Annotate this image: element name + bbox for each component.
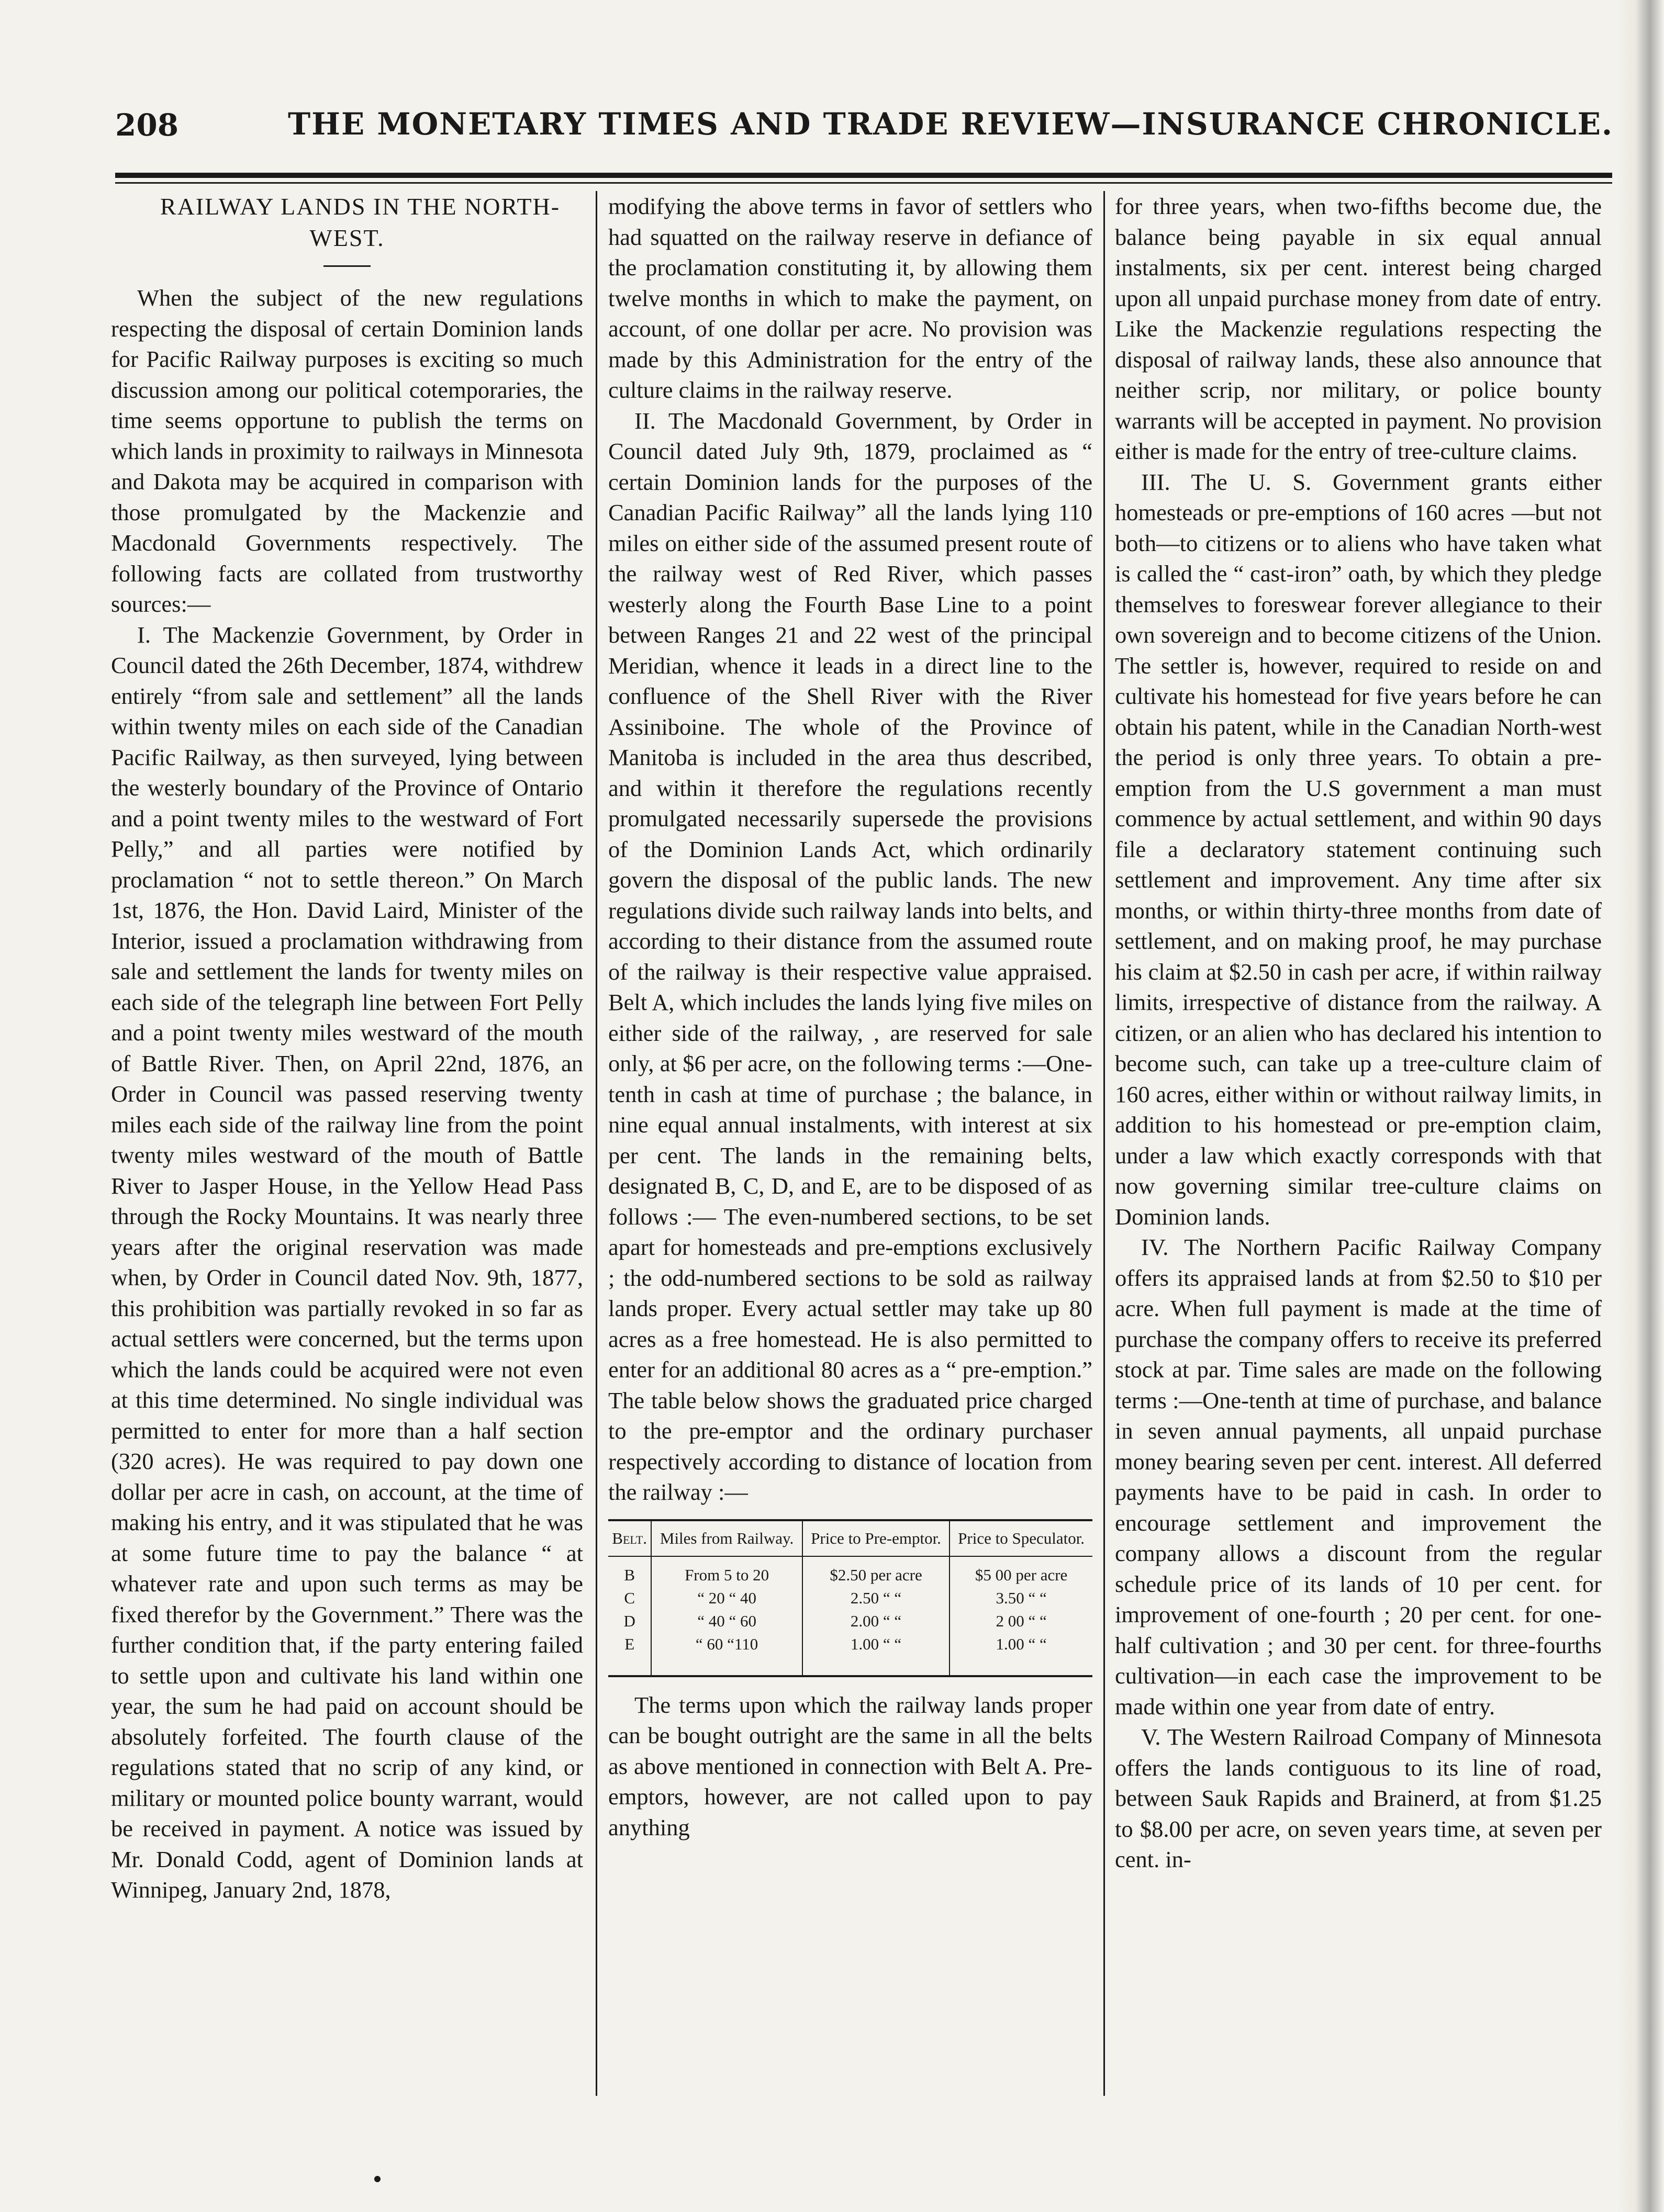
table-cell: “ 40 “ 60 <box>651 1610 802 1633</box>
column-3 <box>1115 191 1602 2096</box>
table-cell: 3.50 “ “ <box>996 1588 1047 1607</box>
paragraph: When the subject of the new regulations respecting the disposal of certain Dominion lands for Pacific Railway purposes is exciting so much discussion among our political cotemporaries, the time seems opportune to publish the terms on which lands in proximity to railways in Minnesota and Dakota may be acquired in comparison with those promulgated by the Mackenzie and Macdonald Governments respectively. The following facts are collated from trustworthy sources:— <box>111 285 583 617</box>
header-rule-thin <box>115 182 1612 184</box>
table-header-row <box>608 1521 1092 1556</box>
paragraph: V. The Western Railroad Company of Minnesota offers the lands contiguous to its line of road, between Sauk Rapids and Brainerd, at from $1.25 to $8.00 per acre, on seven years time, at seven per cent. in- <box>1115 1724 1602 1872</box>
table-cell: C <box>608 1587 651 1610</box>
column-2 <box>608 191 1092 2096</box>
table-cell: “ 60 “110 <box>651 1633 802 1675</box>
table-header-speculator: Price to Speculator. <box>950 1521 1092 1556</box>
table-cell: 1.00 “ “ <box>802 1633 950 1675</box>
table-cell: 2.50 “ “ <box>802 1587 950 1610</box>
table-header-preemptor: Price to Pre-emptor. <box>802 1521 950 1556</box>
table-cell: D <box>608 1610 651 1633</box>
table-cell: $5 00 per acre <box>975 1565 1068 1584</box>
table-cell: E <box>608 1633 651 1675</box>
table-cell: “ 20 “ 40 <box>651 1587 802 1610</box>
table-row <box>608 1633 1092 1675</box>
paragraph: I. The Mackenzie Government, by Order in Council dated the 26th December, 1874, withdrew entirely “from sale and settlement” all the lands within twenty miles on each side of the Canadian Pacific Railway, as then surveyed, lying between the westerly boundary of the Province of Ontario and a point twenty miles to the westward of Fort Pelly,” and all parties were notified by proclamation “ not to settle thereon.” On March 1st, 1876, the Hon. David Laird, Minister of the Interior, issued a proclamation withdrawing from sale and settlement the lands for twenty miles on each side of the telegraph line between Fort Pelly and a point twenty miles westward of the mouth of Battle River. Then, on April 22nd, 1876, an Order in Council was passed reserving twenty miles each side of the railway line from the point twenty miles westward of the mouth of Battle River to Jasper House, in the Yellow Head Pass through the Rocky Mountains. It was nearly three years after the original reservation was made when, by Order in Council dated Nov. 9th, 1877, this prohibition was partially revoked in so far as actual settlers were concerned, but the terms upon which the lands could be acquired were not even at this time determined. No single individual was permitted to enter for more than a half section (320 acres). He was required to pay down one dollar per acre in cash, on account, at the time of making his entry, and it was stipulated that he was at some future time to pay the balance “ at whatever rate and upon such terms as may be fixed therefor by the Government.” There was the further condition that, if the party entering failed to settle upon and cultivate his land within one year, the sum he had paid on account should be absolutely forfeited. The fourth clause of the regulations stated that no scrip of any kind, or military or mounted police bounty warrant, would be received in payment. A notice was issued by Mr. Donald Codd, agent of Dominion lands at Winnipeg, January 2nd, 1878, <box>111 621 583 1903</box>
table-cell: 2.00 “ “ <box>802 1610 950 1633</box>
article-title: RAILWAY LANDS IN THE NORTH-WEST. <box>160 193 561 251</box>
table-row <box>608 1610 1092 1633</box>
running-title: THE MONETARY TIMES AND TRADE REVIEW—INSURANCE CHRONICLE. <box>288 106 1614 142</box>
table-row <box>608 1556 1092 1587</box>
price-table <box>608 1521 1092 1675</box>
ink-speck <box>374 2176 381 2182</box>
paragraph: III. The U. S. Government grants either homesteads or pre-emptions of 160 acres —but not both—to citizens or to aliens who have taken what is called the “ cast-iron” oath, by which they pledge themselves to foreswear forever allegiance to their own sovereign and to become citizens of the Union. The settler is, however, required to reside on and cultivate his homestead for five years before he can obtain his patent, while in the Canadian North-west the period is only three years. To obtain a pre-emption from the U.S government a man must commence by actual settlement, and within 90 days file a declaratory statement continuing such settlement and improvement. Any time after six months, or within thirty-three months from date of settlement, and on making proof, he may purchase his claim at $2.50 in cash per acre, if within railway limits, irrespective of distance from the railway. A citizen, or an alien who has declared his intention to become such, can take up a tree-culture claim of 160 acres, either within or without railway limits, in addition to his homestead or pre-emption claim, under a law which exactly corresponds with that now governing similar tree-culture claims on Dominion lands. <box>1115 468 1602 1230</box>
page-number: 208 <box>115 107 179 143</box>
column-divider <box>1103 191 1105 2096</box>
paragraph: The terms upon which the railway lands proper can be bought outright are the same in all the belts as above mentioned in connection with Belt A. Pre-emptors, however, are not called upon to pay anything <box>608 1691 1092 1840</box>
table-cell: From 5 to 20 <box>651 1556 802 1587</box>
table-cell: $2.50 per acre <box>802 1556 950 1587</box>
paragraph: II. The Macdonald Government, by Order in Council dated July 9th, 1879, proclaimed as “ certain Dominion lands for the purposes of the Canadian Pacific Railway” all the lands lying 110 miles on either side of the assumed present route of the railway west of Red River, which passes westerly along the Fourth Base Line to a point between Ranges 21 and 22 west of the principal Meridian, whence it leads in a direct line to the confluence of the Shell River with the River Assiniboine. The whole of the Province of Manitoba is included in the area thus described, and within it therefore the regulations recently promulgated necessarily supersede the provisions of the Dominion Lands Act, which ordinarily govern the disposal of the public lands. The new regulations divide such railway lands into belts, and according to their distance from the assumed route of the railway is their respective value appraised. Belt A, which includes the lands lying five miles on either side of the railway, , are reserved for sale only, at $6 per acre, on the following terms :—One-tenth in cash at time of purchase ; the balance, in nine equal annual instalments, with interest at six per cent. The lands in the remaining belts, designated B, C, D, and E, are to be disposed of as follows :— The even-numbered sections, to be set apart for homesteads and pre-emptions exclusively ; the odd-numbered sections to be sold as railway lands proper. Every actual settler may take up 80 acres as a free homestead. He is also permitted to enter for an additional 80 acres as a “ pre-emption.” The table below shows the graduated price charged to the pre-emptor and the ordinary purchaser respectively according to distance of location from the railway :— <box>608 407 1092 1505</box>
price-table-frame <box>608 1519 1092 1677</box>
table-cell: B <box>608 1556 651 1587</box>
header-rule-thick <box>115 173 1612 178</box>
table-cell: 2 00 “ “ <box>996 1611 1047 1630</box>
page-edge-shadow <box>1617 0 1664 2212</box>
paragraph: for three years, when two-fifths become due, the balance being payable in six equal annual instalments, six per cent. interest being charged upon all unpaid purchase money from date of entry. Like the Mackenzie regulations respecting the disposal of railway lands, these also announce that neither scrip, nor military, or police bounty warrants will be accepted in payment. No provision either is made for the entry of tree-culture claims. <box>1115 193 1602 464</box>
paragraph: IV. The Northern Pacific Railway Company offers its appraised lands at from $2.50 to $10 per acre. When full payment is made at the time of purchase the company offers to receive its preferred stock at par. Time sales are made on the following terms :—One-tenth at time of purchase, and balance in seven annual payments, all unpaid purchase money bearing seven per cent. interest. All deferred payments have to be paid in cash. In order to encourage settlement and improvement the company allows a discount from the regular schedule price of its lands of 10 per cent. for improvement of one-fourth ; 20 per cent. for one-half cultivation ; and 30 per cent. for three-fourths cultivation—in each case the improvement to be made within one year from date of entry. <box>1115 1234 1602 1720</box>
table-header-belt: Belt. <box>608 1521 651 1556</box>
table-row <box>608 1587 1092 1610</box>
page-header <box>115 106 1614 165</box>
column-1 <box>111 191 583 2096</box>
table-cell: 1.00 “ “ <box>996 1634 1047 1653</box>
column-divider <box>596 191 597 2096</box>
table-header-miles: Miles from Railway. <box>651 1521 802 1556</box>
title-rule <box>323 265 371 267</box>
paragraph: modifying the above terms in favor of settlers who had squatted on the railway reserve in defiance of the proclamation constituting it, by allowing them twelve months in which to make the payment, on account, of one dollar per acre. No provision was made by this Administration for the entry of the culture claims in the railway reserve. <box>608 193 1092 403</box>
